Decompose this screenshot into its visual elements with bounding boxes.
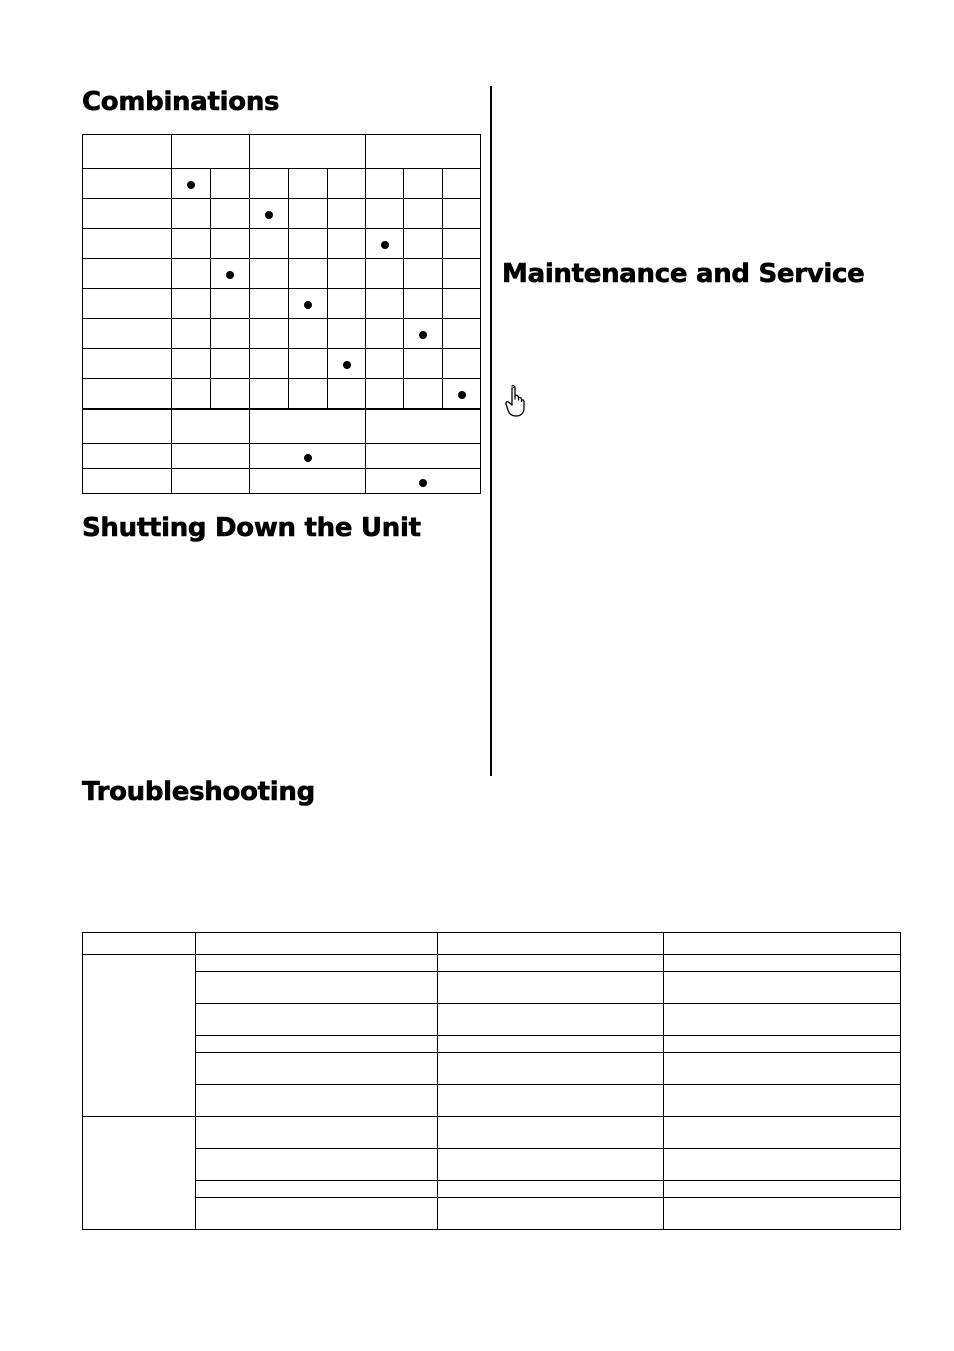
grid-cell (211, 379, 250, 409)
pointing-hand-icon (503, 384, 527, 418)
grid-cell (289, 379, 328, 409)
cause-cell (196, 1085, 438, 1117)
selection-dot (265, 211, 273, 219)
grid-cell (172, 349, 211, 379)
row-label-cell (83, 444, 172, 469)
grid-cell (289, 289, 328, 319)
grid-cell (250, 349, 289, 379)
grid-cell (443, 199, 481, 229)
remedy-cell (664, 972, 901, 1004)
row-label-cell (83, 349, 172, 379)
table-row (83, 469, 481, 494)
grid-cell (289, 229, 328, 259)
table-row (83, 1117, 901, 1149)
grid-cell (404, 169, 443, 199)
table-row (83, 379, 481, 409)
header-cell (172, 135, 250, 169)
table-row (83, 349, 481, 379)
grid-cell (366, 289, 404, 319)
grid-cell (328, 319, 366, 349)
table-row (83, 1004, 901, 1036)
table-row (83, 259, 481, 289)
grid-cell (366, 259, 404, 289)
header-cell (664, 933, 901, 955)
grid-cell (250, 319, 289, 349)
troubleshooting-table (82, 932, 901, 1230)
cause-cell (196, 972, 438, 1004)
grid-cell (366, 199, 404, 229)
remedy-cell (664, 1198, 901, 1230)
selection-dot (381, 241, 389, 249)
table-header-row (83, 933, 901, 955)
remedy-cell (664, 1004, 901, 1036)
grid-cell (289, 319, 328, 349)
grid-cell (289, 259, 328, 289)
combinations-table-extra (82, 409, 481, 494)
grid-cell (172, 229, 211, 259)
check-cell (438, 972, 664, 1004)
grid-cell (172, 289, 211, 319)
grid-cell (172, 444, 250, 469)
table-row (83, 972, 901, 1004)
grid-cell (404, 319, 443, 349)
table-row (83, 1198, 901, 1230)
grid-cell (172, 259, 211, 289)
row-label-cell (83, 229, 172, 259)
header-cell (438, 933, 664, 955)
check-cell (438, 1198, 664, 1230)
grid-cell (250, 259, 289, 289)
row-label-cell (83, 169, 172, 199)
grid-cell (366, 319, 404, 349)
heading-combinations: Combinations (82, 87, 280, 117)
grid-cell (443, 349, 481, 379)
grid-cell (250, 199, 289, 229)
table-row (83, 1053, 901, 1085)
cause-cell (196, 1053, 438, 1085)
grid-cell (250, 379, 289, 409)
grid-cell (172, 319, 211, 349)
grid-cell (211, 229, 250, 259)
symptom-cell (83, 1117, 196, 1230)
table-row (83, 444, 481, 469)
grid-cell (172, 379, 211, 409)
grid-cell (366, 379, 404, 409)
grid-cell (250, 229, 289, 259)
table-row (83, 169, 481, 199)
grid-cell (211, 259, 250, 289)
combinations-table (82, 134, 481, 409)
selection-dot (187, 181, 195, 189)
remedy-cell (664, 1085, 901, 1117)
row-label-cell (83, 469, 172, 494)
remedy-cell (664, 1117, 901, 1149)
table-row (83, 955, 901, 972)
cause-cell (196, 1036, 438, 1053)
cause-cell (196, 1181, 438, 1198)
grid-cell (366, 229, 404, 259)
grid-cell (404, 259, 443, 289)
row-label-cell (83, 259, 172, 289)
table-row (83, 1181, 901, 1198)
grid-cell (328, 259, 366, 289)
grid-cell (250, 289, 289, 319)
remedy-cell (664, 955, 901, 972)
check-cell (438, 1181, 664, 1198)
header-cell (250, 135, 366, 169)
table-row (83, 199, 481, 229)
remedy-cell (664, 1053, 901, 1085)
cause-cell (196, 1004, 438, 1036)
grid-cell (211, 169, 250, 199)
grid-cell (443, 319, 481, 349)
header-cell (172, 410, 250, 444)
grid-cell (211, 199, 250, 229)
table-row (83, 1036, 901, 1053)
table-header-row (83, 410, 481, 444)
cause-cell (196, 955, 438, 972)
grid-cell (328, 379, 366, 409)
cause-cell (196, 1149, 438, 1181)
table-row (83, 1149, 901, 1181)
grid-cell (328, 229, 366, 259)
table-row (83, 229, 481, 259)
check-cell (438, 955, 664, 972)
header-cell (83, 933, 196, 955)
cause-cell (196, 1117, 438, 1149)
heading-maintenance: Maintenance and Service (502, 259, 865, 289)
remedy-cell (664, 1181, 901, 1198)
symptom-cell (83, 955, 196, 1117)
grid-cell (172, 169, 211, 199)
grid-cell (250, 169, 289, 199)
header-cell (366, 410, 481, 444)
table-row (83, 319, 481, 349)
row-label-cell (83, 289, 172, 319)
grid-cell (328, 169, 366, 199)
grid-cell (289, 199, 328, 229)
header-cell (196, 933, 438, 955)
grid-cell (211, 349, 250, 379)
selection-dot (458, 391, 466, 399)
row-label-cell (83, 379, 172, 409)
heading-shutting-down: Shutting Down the Unit (82, 513, 421, 543)
check-cell (438, 1117, 664, 1149)
cause-cell (196, 1198, 438, 1230)
table-row (83, 289, 481, 319)
grid-cell (443, 229, 481, 259)
check-cell (438, 1004, 664, 1036)
grid-cell (366, 169, 404, 199)
grid-cell (443, 289, 481, 319)
table-row (83, 1085, 901, 1117)
grid-cell (172, 199, 211, 229)
header-cell (250, 410, 366, 444)
header-cell (83, 135, 172, 169)
check-cell (438, 1053, 664, 1085)
header-cell (366, 135, 481, 169)
grid-cell (404, 199, 443, 229)
grid-cell (328, 349, 366, 379)
grid-cell (366, 349, 404, 379)
grid-cell (250, 444, 366, 469)
grid-cell (211, 289, 250, 319)
row-label-cell (83, 319, 172, 349)
grid-cell (443, 259, 481, 289)
grid-cell (328, 289, 366, 319)
heading-troubleshooting: Troubleshooting (82, 777, 315, 807)
grid-cell (172, 469, 250, 494)
header-cell (83, 410, 172, 444)
table-header-row (83, 135, 481, 169)
grid-cell (289, 169, 328, 199)
row-label-cell (83, 199, 172, 229)
check-cell (438, 1085, 664, 1117)
selection-dot (419, 331, 427, 339)
check-cell (438, 1149, 664, 1181)
selection-dot (419, 479, 427, 487)
remedy-cell (664, 1149, 901, 1181)
grid-cell (404, 289, 443, 319)
selection-dot (304, 301, 312, 309)
grid-cell (289, 349, 328, 379)
remedy-cell (664, 1036, 901, 1053)
grid-cell (211, 319, 250, 349)
grid-cell (366, 444, 481, 469)
selection-dot (343, 361, 351, 369)
grid-cell (250, 469, 366, 494)
grid-cell (404, 349, 443, 379)
check-cell (438, 1036, 664, 1053)
selection-dot (304, 454, 312, 462)
grid-cell (328, 199, 366, 229)
grid-cell (443, 169, 481, 199)
grid-cell (366, 469, 481, 494)
grid-cell (404, 229, 443, 259)
selection-dot (226, 271, 234, 279)
grid-cell (404, 379, 443, 409)
grid-cell (443, 379, 481, 409)
column-divider (490, 86, 492, 776)
